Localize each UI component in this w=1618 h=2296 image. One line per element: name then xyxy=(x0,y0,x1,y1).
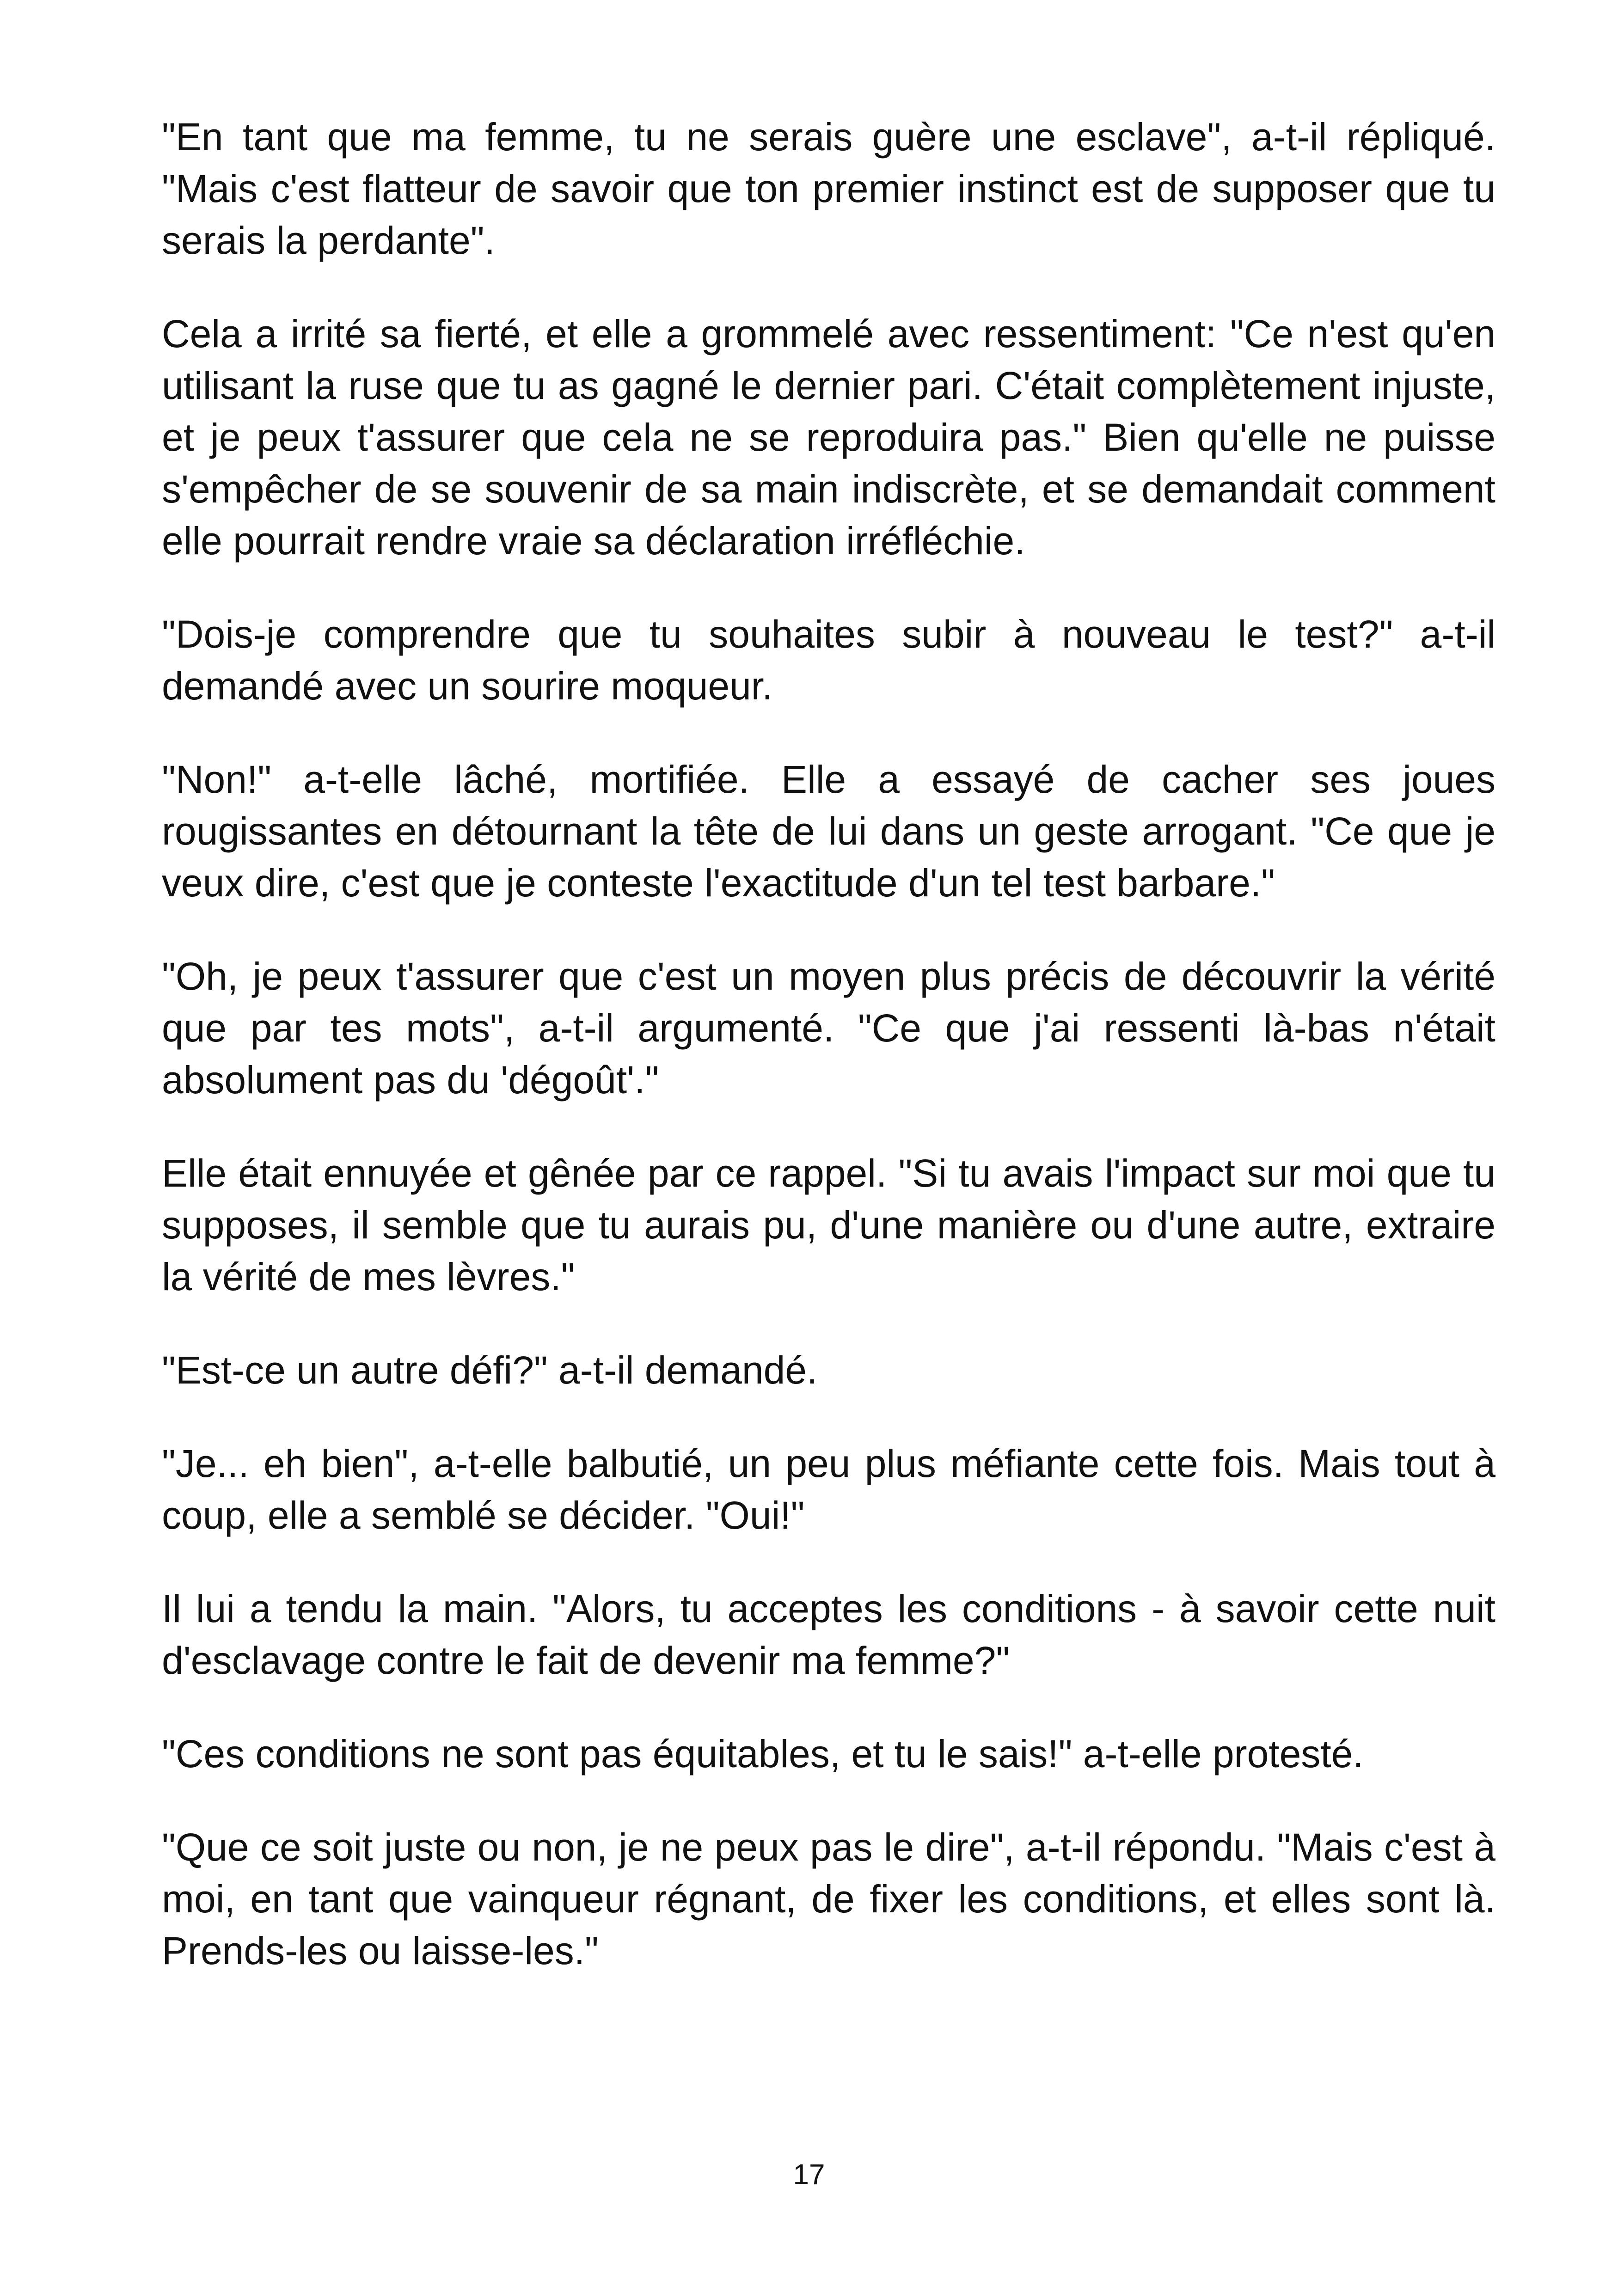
body-text xyxy=(162,111,1495,2018)
paragraph: "Non!" a-t-elle lâché, mortifiée. Elle a essayé de cacher ses joues rougissantes en détournant la tête de lui dans un geste arrogant. "Ce que je veux dire, c'est que je conteste l'exactitude d'un tel test barbare." xyxy=(162,758,1495,905)
paragraph: Elle était ennuyée et gênée par ce rappel. "Si tu avais l'impact sur moi que tu supposes, il semble que tu aurais pu, d'une manière ou d'une autre, extraire la vérité de mes lèvres." xyxy=(162,1151,1495,1298)
paragraph: "Dois-je comprendre que tu souhaites subir à nouveau le test?" a-t-il demandé avec un sourire moqueur. xyxy=(162,612,1495,708)
paragraph: "Que ce soit juste ou non, je ne peux pas le dire", a-t-il répondu. "Mais c'est à moi, en tant que vainqueur régnant, de fixer les conditions, et elles sont là. Prends-les ou laisse-les." xyxy=(162,1825,1495,1972)
paragraph: "Est-ce un autre défi?" a-t-il demandé. xyxy=(162,1348,818,1392)
paragraph: Cela a irrité sa fierté, et elle a grommelé avec ressentiment: "Ce n'est qu'en utilisant la ruse que tu as gagné le dernier pari. C'était complètement injuste, et je peux t'assurer que cela ne se reproduira pas." Bien qu'elle ne puisse s'empêcher de se souvenir de sa main indiscrète, et se demandait comment elle pourrait rendre vraie sa déclaration irréfléchie. xyxy=(162,312,1495,563)
paragraph: "Je... eh bien", a-t-elle balbutié, un peu plus méfiante cette fois. Mais tout à coup, elle a semblé se décider. "Oui!" xyxy=(162,1442,1495,1537)
paragraph: "En tant que ma femme, tu ne serais guère une esclave", a-t-il répliqué. "Mais c'est flatteur de savoir que ton premier instinct est de supposer que tu serais la perdante". xyxy=(162,115,1495,262)
paragraph: "Ces conditions ne sont pas équitables, et tu le sais!" a-t-elle protesté. xyxy=(162,1732,1364,1776)
page-number: 17 xyxy=(793,2159,825,2191)
paragraph: Il lui a tendu la main. "Alors, tu acceptes les conditions - à savoir cette nuit d'esclavage contre le fait de devenir ma femme?" xyxy=(162,1587,1495,1682)
paragraph: "Oh, je peux t'assurer que c'est un moyen plus précis de découvrir la vérité que par tes mots", a-t-il argumenté. "Ce que j'ai ressenti là-bas n'était absolument pas du 'dégoût'." xyxy=(162,955,1495,1102)
